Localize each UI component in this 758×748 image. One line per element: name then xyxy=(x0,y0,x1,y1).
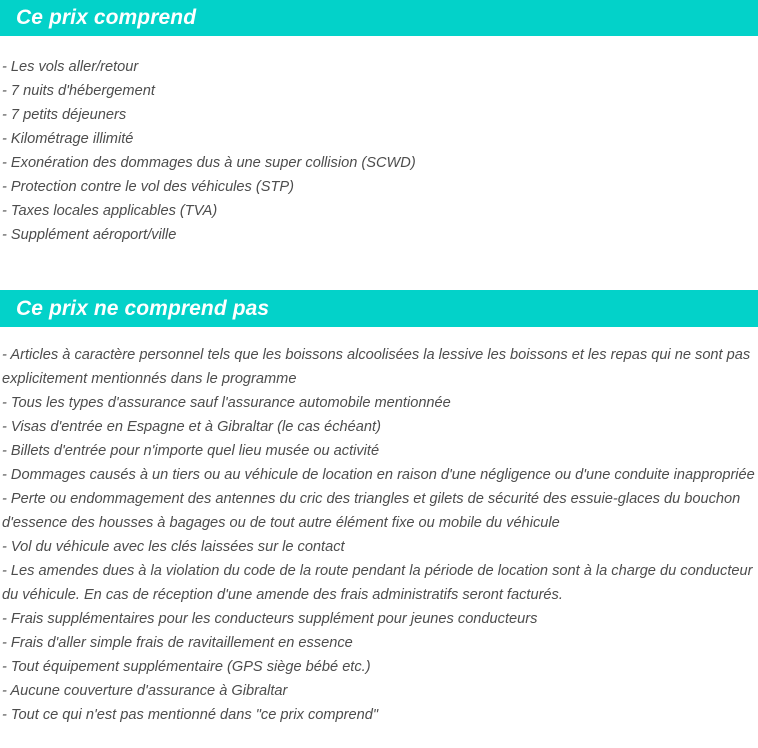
list-item: - Tout équipement supplémentaire (GPS siège bébé etc.) xyxy=(2,659,371,675)
list-item: - Aucune couverture d'assurance à Gibraltar xyxy=(2,683,288,699)
list-item: - 7 petits déjeuners xyxy=(2,107,127,123)
list-item: - Protection contre le vol des véhicules (STP) xyxy=(2,179,294,195)
list-item: - Vol du véhicule avec les clés laissées sur le contact xyxy=(2,539,345,555)
list-item: - Kilométrage illimité xyxy=(2,131,134,147)
list-item: - Billets d'entrée pour n'importe quel lieu musée ou activité xyxy=(2,443,380,459)
section-header-included: Ce prix comprend xyxy=(0,0,758,36)
list-item: - Frais d'aller simple frais de ravitaillement en essence xyxy=(2,635,353,651)
list-item: - Taxes locales applicables (TVA) xyxy=(2,203,218,219)
section-spacer xyxy=(0,247,758,290)
list-item: - Articles à caractère personnel tels que les boissons alcoolisées la lessive les boissons et les repas qui ne sont pas explicitement mentionnés dans le programme xyxy=(2,347,751,387)
list-item: - 7 nuits d'hébergement xyxy=(2,83,155,99)
list-item: - Frais supplémentaires pour les conducteurs supplément pour jeunes conducteurs xyxy=(2,611,538,627)
list-item: - Les amendes dues à la violation du code de la route pendant la période de location sont à la charge du conducteur du véhicule. En cas de réception d'une amende des frais administratifs seront facturés. xyxy=(2,563,753,603)
list-item: - Visas d'entrée en Espagne et à Gibraltar (le cas échéant) xyxy=(2,419,381,435)
list-item: - Tout ce qui n'est pas mentionné dans "ce prix comprend" xyxy=(2,707,379,723)
list-item: - Dommages causés à un tiers ou au véhicule de location en raison d'une négligence ou d'une conduite inappropriée xyxy=(2,467,755,483)
section-header-excluded: Ce prix ne comprend pas xyxy=(0,290,758,327)
included-items-list xyxy=(0,36,758,247)
list-item: - Supplément aéroport/ville xyxy=(2,227,177,243)
excluded-items-list xyxy=(0,327,758,727)
list-item: - Les vols aller/retour xyxy=(2,59,139,75)
list-item: - Tous les types d'assurance sauf l'assurance automobile mentionnée xyxy=(2,395,451,411)
list-item: - Perte ou endommagement des antennes du cric des triangles et gilets de sécurité des essuie-glaces du bouchon d'essence des housses à bagages ou de tout autre élément fixe ou mobile du véhicule xyxy=(2,491,741,531)
list-item: - Exonération des dommages dus à une super collision (SCWD) xyxy=(2,155,416,171)
